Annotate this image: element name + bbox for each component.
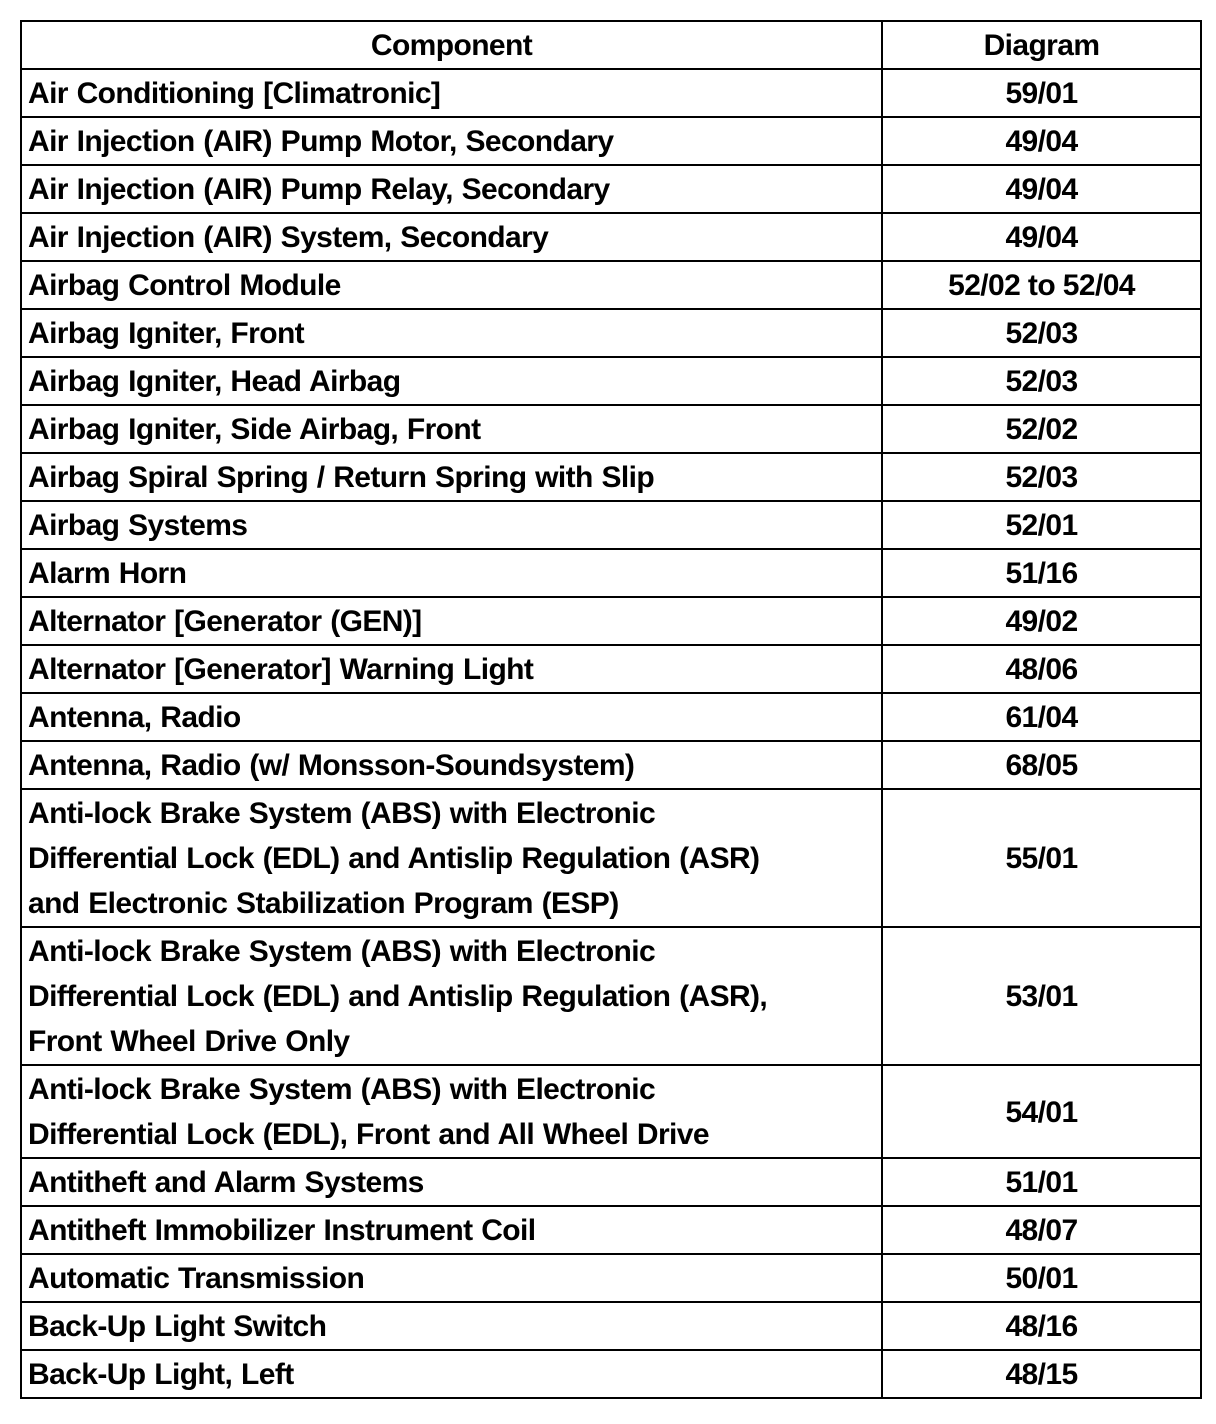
diagram-cell: 52/01	[882, 501, 1201, 549]
diagram-cell: 51/16	[882, 549, 1201, 597]
table-row	[21, 1206, 1201, 1254]
table-row	[21, 1254, 1201, 1302]
table-row	[21, 741, 1201, 789]
table-row	[21, 453, 1201, 501]
component-cell: Air Injection (AIR) Pump Motor, Secondary	[21, 117, 882, 165]
header-row	[21, 21, 1201, 69]
table-row	[21, 309, 1201, 357]
table-body	[21, 69, 1201, 1398]
component-cell: Back-Up Light, Left	[21, 1350, 882, 1398]
component-cell: Airbag Igniter, Front	[21, 309, 882, 357]
table-row	[21, 405, 1201, 453]
table-row	[21, 645, 1201, 693]
component-cell: Alarm Horn	[21, 549, 882, 597]
table-row	[21, 357, 1201, 405]
table-row	[21, 549, 1201, 597]
component-cell: Antenna, Radio (w/ Monsson-Soundsystem)	[21, 741, 882, 789]
table-row	[21, 1158, 1201, 1206]
table-row	[21, 927, 1201, 1065]
component-diagram-table	[20, 20, 1202, 1399]
diagram-cell: 52/02	[882, 405, 1201, 453]
table-row	[21, 69, 1201, 117]
diagram-cell: 48/16	[882, 1302, 1201, 1350]
table-row	[21, 117, 1201, 165]
diagram-cell: 59/01	[882, 69, 1201, 117]
table-row	[21, 693, 1201, 741]
diagram-cell: 48/06	[882, 645, 1201, 693]
diagram-cell: 52/03	[882, 309, 1201, 357]
component-cell: Anti-lock Brake System (ABS) with Electronic Differential Lock (EDL), Front and All Wheel Drive	[21, 1065, 882, 1158]
table-row	[21, 1065, 1201, 1158]
table-row	[21, 261, 1201, 309]
component-column-header: Component	[21, 21, 882, 69]
table-row	[21, 1302, 1201, 1350]
diagram-column-header: Diagram	[882, 21, 1201, 69]
diagram-cell: 51/01	[882, 1158, 1201, 1206]
diagram-cell: 48/07	[882, 1206, 1201, 1254]
diagram-cell: 49/04	[882, 165, 1201, 213]
component-cell: Airbag Systems	[21, 501, 882, 549]
diagram-cell: 49/02	[882, 597, 1201, 645]
component-cell: Airbag Control Module	[21, 261, 882, 309]
component-cell: Airbag Spiral Spring / Return Spring with Slip	[21, 453, 882, 501]
component-cell: Airbag Igniter, Side Airbag, Front	[21, 405, 882, 453]
diagram-cell: 49/04	[882, 213, 1201, 261]
diagram-cell: 52/03	[882, 453, 1201, 501]
component-cell: Alternator [Generator (GEN)]	[21, 597, 882, 645]
component-cell: Air Conditioning [Climatronic]	[21, 69, 882, 117]
diagram-cell: 68/05	[882, 741, 1201, 789]
diagram-cell: 61/04	[882, 693, 1201, 741]
component-cell: Air Injection (AIR) System, Secondary	[21, 213, 882, 261]
table-row	[21, 597, 1201, 645]
component-cell: Anti-lock Brake System (ABS) with Electronic Differential Lock (EDL) and Antislip Regulation (ASR) and Electronic Stabilization Program (ESP)	[21, 789, 882, 927]
table-header	[21, 21, 1201, 69]
table-row	[21, 213, 1201, 261]
component-cell: Back-Up Light Switch	[21, 1302, 882, 1350]
component-cell: Automatic Transmission	[21, 1254, 882, 1302]
component-cell: Air Injection (AIR) Pump Relay, Secondary	[21, 165, 882, 213]
diagram-cell: 48/15	[882, 1350, 1201, 1398]
diagram-cell: 54/01	[882, 1065, 1201, 1158]
diagram-cell: 50/01	[882, 1254, 1201, 1302]
table-row	[21, 165, 1201, 213]
component-cell: Alternator [Generator] Warning Light	[21, 645, 882, 693]
diagram-cell: 52/03	[882, 357, 1201, 405]
table-row	[21, 1350, 1201, 1398]
component-cell: Antitheft and Alarm Systems	[21, 1158, 882, 1206]
diagram-cell: 55/01	[882, 789, 1201, 927]
table-row	[21, 501, 1201, 549]
component-cell: Airbag Igniter, Head Airbag	[21, 357, 882, 405]
diagram-cell: 49/04	[882, 117, 1201, 165]
diagram-cell: 52/02 to 52/04	[882, 261, 1201, 309]
diagram-cell: 53/01	[882, 927, 1201, 1065]
table-row	[21, 789, 1201, 927]
component-cell: Anti-lock Brake System (ABS) with Electronic Differential Lock (EDL) and Antislip Regulation (ASR), Front Wheel Drive Only	[21, 927, 882, 1065]
component-cell: Antitheft Immobilizer Instrument Coil	[21, 1206, 882, 1254]
component-cell: Antenna, Radio	[21, 693, 882, 741]
